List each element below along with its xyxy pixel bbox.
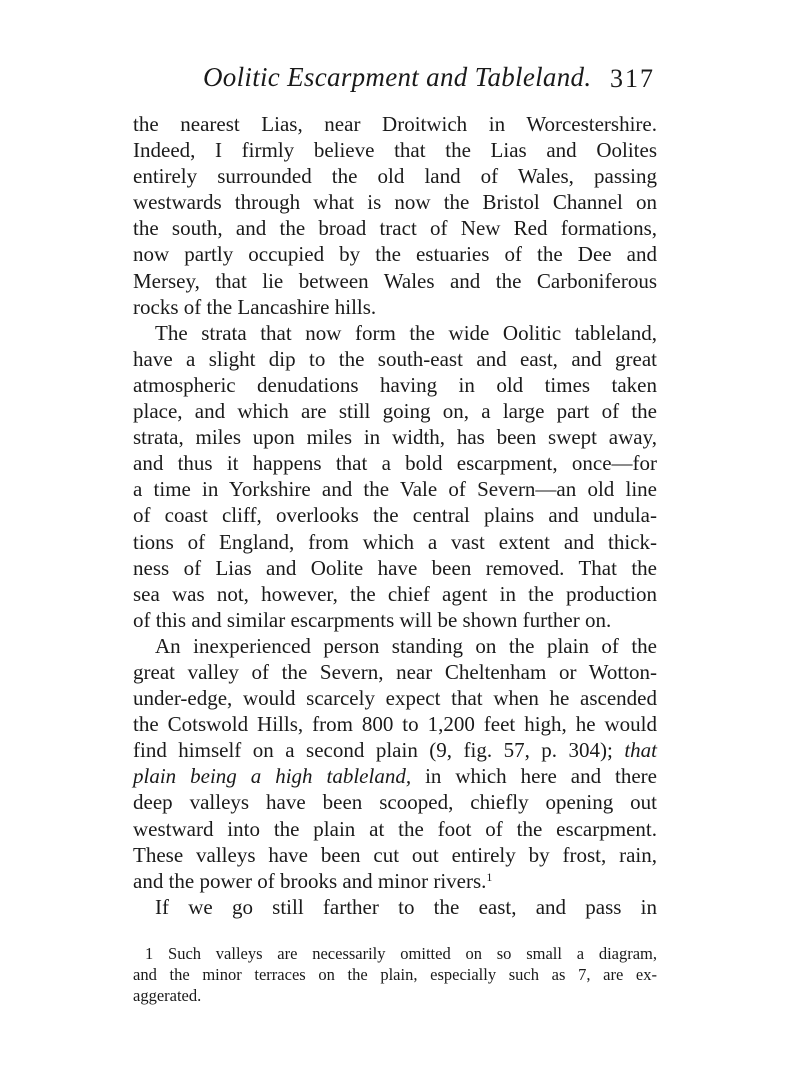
- text-line: of this and similar escarpments will be shown further on.: [133, 607, 612, 632]
- body-text: [133, 111, 657, 920]
- footnote-line: aggerated.: [133, 986, 202, 1005]
- text-line: and thus it happens that a bold escarpment, once—for: [133, 451, 657, 476]
- text-line: The strata that now form the wide Oolitic tableland,: [155, 320, 657, 345]
- text-line: westward into the plain at the foot of the escarpment.: [133, 816, 657, 841]
- text-line: have a slight dip to the south-east and east, and great: [133, 346, 657, 371]
- text-line: place, and which are still going on, a large part of the: [133, 399, 657, 424]
- text-line: under-edge, would scarcely expect that when he ascended: [133, 686, 657, 711]
- text-line: [133, 868, 657, 894]
- text-line: of coast cliff, overlooks the central plains and undula-: [133, 503, 657, 528]
- text-line: deep valleys have been scooped, chiefly opening out: [133, 790, 657, 815]
- italic-phrase: plain being a high tableland,: [133, 764, 412, 789]
- italic-phrase: that: [624, 738, 658, 763]
- text-line: entirely surrounded the old land of Wales, passing: [133, 164, 657, 189]
- text-line: Mersey, that lie between Wales and the Carboniferous: [133, 268, 657, 293]
- running-title: Oolitic Escarpment and Tableland.: [203, 62, 592, 92]
- text-line: great valley of the Severn, near Cheltenham or Wotton-: [133, 659, 657, 684]
- text-line: the south, and the broad tract of New Red formations,: [133, 216, 657, 241]
- text-line: westwards through what is now the Bristol Channel on: [133, 190, 657, 215]
- footnote-line: and the minor terraces on the plain, especially such as 7, are ex-: [133, 965, 657, 984]
- text-line: sea was not, however, the chief agent in the production: [133, 581, 657, 606]
- text-line: [133, 763, 657, 789]
- text-segment: find himself on a second plain (9, fig. 57, p. 304);: [133, 738, 613, 763]
- text-line: the nearest Lias, near Droitwich in Worcestershire.: [133, 112, 657, 136]
- text-line: strata, miles upon miles in width, has been swept away,: [133, 425, 657, 450]
- text-segment: and the power of brooks and minor rivers.: [133, 868, 487, 893]
- footnote-marker: 1: [486, 869, 493, 884]
- text-line: the Cotswold Hills, from 800 to 1,200 feet high, he would: [133, 712, 657, 737]
- footnote-line: 1 Such valleys are necessarily omitted on so small a diagram,: [145, 944, 657, 963]
- text-line: [133, 737, 657, 763]
- text-line: a time in Yorkshire and the Vale of Severn—an old line: [133, 477, 657, 502]
- footnotes: [133, 943, 657, 1006]
- text-line: atmospheric denudations having in old times taken: [133, 372, 657, 397]
- text-line: Indeed, I firmly believe that the Lias and Oolites: [133, 138, 657, 163]
- text-line: These valleys have been cut out entirely by frost, rain,: [133, 842, 657, 867]
- text-line: rocks of the Lancashire hills.: [133, 294, 377, 319]
- page-header: [133, 62, 657, 102]
- text-line: ness of Lias and Oolite have been removed. That the: [133, 555, 657, 580]
- page-number: 317: [610, 64, 655, 93]
- text-line: If we go still farther to the east, and pass in: [155, 894, 657, 919]
- text-line: now partly occupied by the estuaries of the Dee and: [133, 242, 657, 267]
- text-line: An inexperienced person standing on the plain of the: [155, 633, 657, 658]
- text-segment: in which here and there: [425, 764, 657, 789]
- text-line: tions of England, from which a vast extent and thick-: [133, 529, 657, 554]
